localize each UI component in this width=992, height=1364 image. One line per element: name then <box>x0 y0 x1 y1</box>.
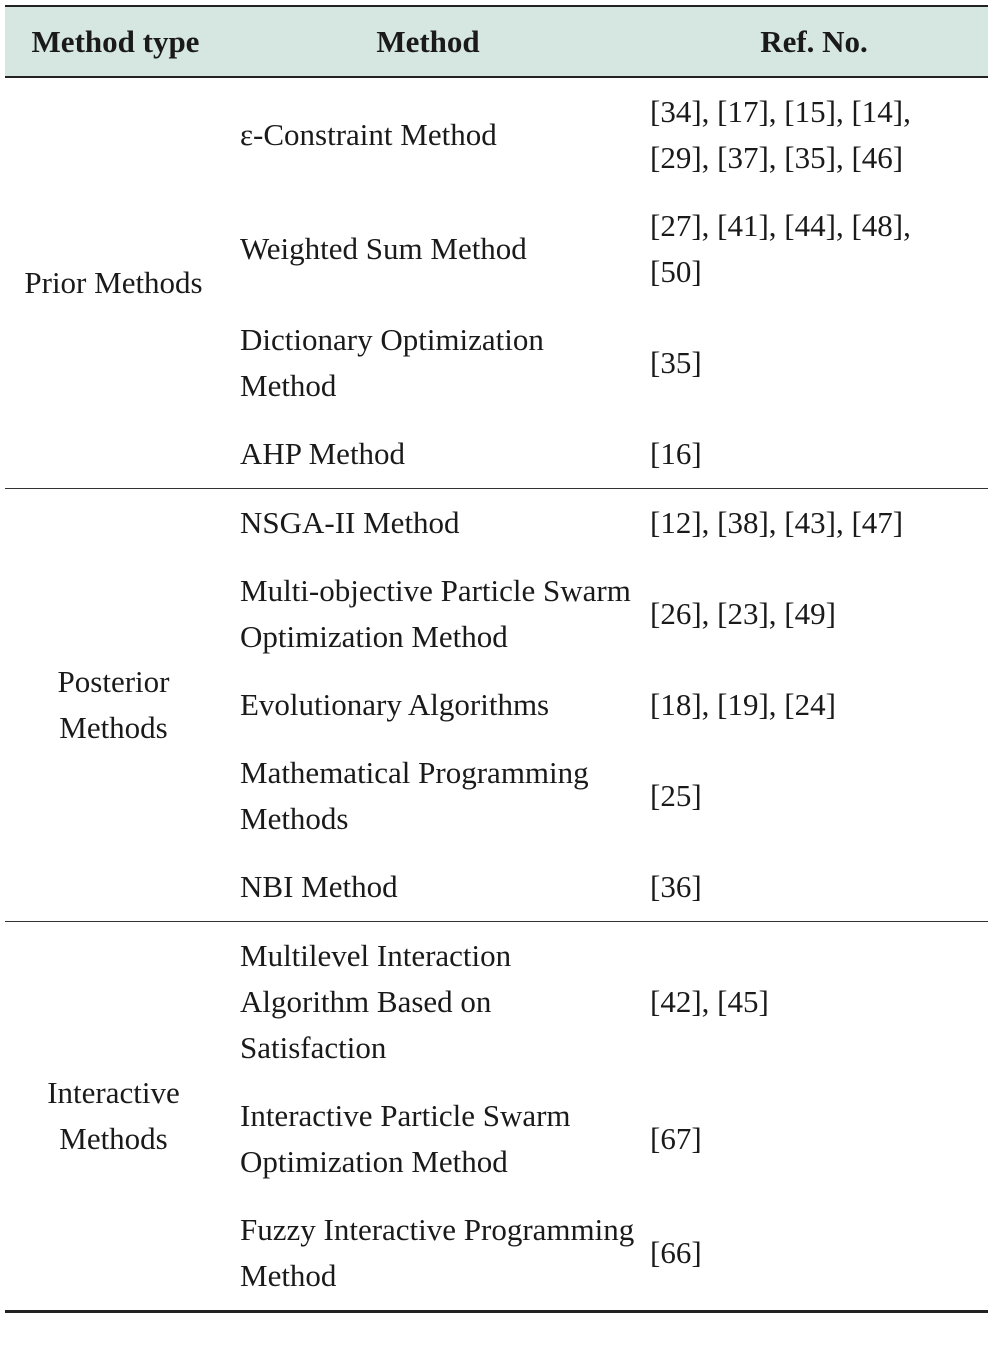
header-ref-no: Ref. No. <box>640 6 988 77</box>
methods-table <box>5 5 988 1313</box>
ref-cell: [12], [38], [43], [47] <box>650 505 904 540</box>
header-method: Method <box>222 6 640 77</box>
ref-cell: [27], [41], [44], [48], [50] <box>650 208 911 289</box>
method-type-cell: Posterior Methods <box>5 489 222 922</box>
ref-cell: [42], [45] <box>650 984 769 1019</box>
table-body <box>5 77 988 1312</box>
table-row <box>5 922 988 1083</box>
ref-cell: [66] <box>640 1196 988 1312</box>
header-row <box>5 6 988 77</box>
methods-table-container <box>5 5 988 1313</box>
method-type-cell: Interactive Methods <box>5 922 222 1312</box>
method-cell: Multilevel Interaction Algorithm Based on Satisfaction <box>240 938 512 1065</box>
table-row <box>5 77 988 192</box>
method-cell: NBI Method <box>222 853 640 922</box>
method-cell: Mathematical Programming Methods <box>240 755 589 836</box>
method-cell: ε-Constraint Method <box>240 117 497 152</box>
method-cell: AHP Method <box>222 420 640 489</box>
header-method-type: Method type <box>5 6 222 77</box>
table-row <box>5 489 988 558</box>
ref-cell: [67] <box>650 1121 702 1156</box>
ref-cell: [35] <box>650 345 702 380</box>
ref-cell: [25] <box>650 778 702 813</box>
table-header <box>5 6 988 77</box>
method-cell: Multi-objective Particle Swarm Optimization Method <box>240 573 631 654</box>
method-type-cell: Prior Methods <box>5 77 222 489</box>
method-cell: Dictionary Optimization Method <box>240 322 544 403</box>
method-cell: Fuzzy Interactive Programming Method <box>222 1196 640 1312</box>
ref-cell: [36] <box>640 853 988 922</box>
ref-cell: [16] <box>640 420 988 489</box>
ref-cell: [34], [17], [15], [14], [29], [37], [35], [46] <box>650 94 911 175</box>
method-cell: Evolutionary Algorithms <box>240 687 550 722</box>
ref-cell: [26], [23], [49] <box>650 596 836 631</box>
method-cell: Interactive Particle Swarm Optimization Method <box>240 1098 571 1179</box>
method-cell: NSGA-II Method <box>240 505 460 540</box>
ref-cell: [18], [19], [24] <box>650 687 836 722</box>
method-cell: Weighted Sum Method <box>240 231 527 266</box>
